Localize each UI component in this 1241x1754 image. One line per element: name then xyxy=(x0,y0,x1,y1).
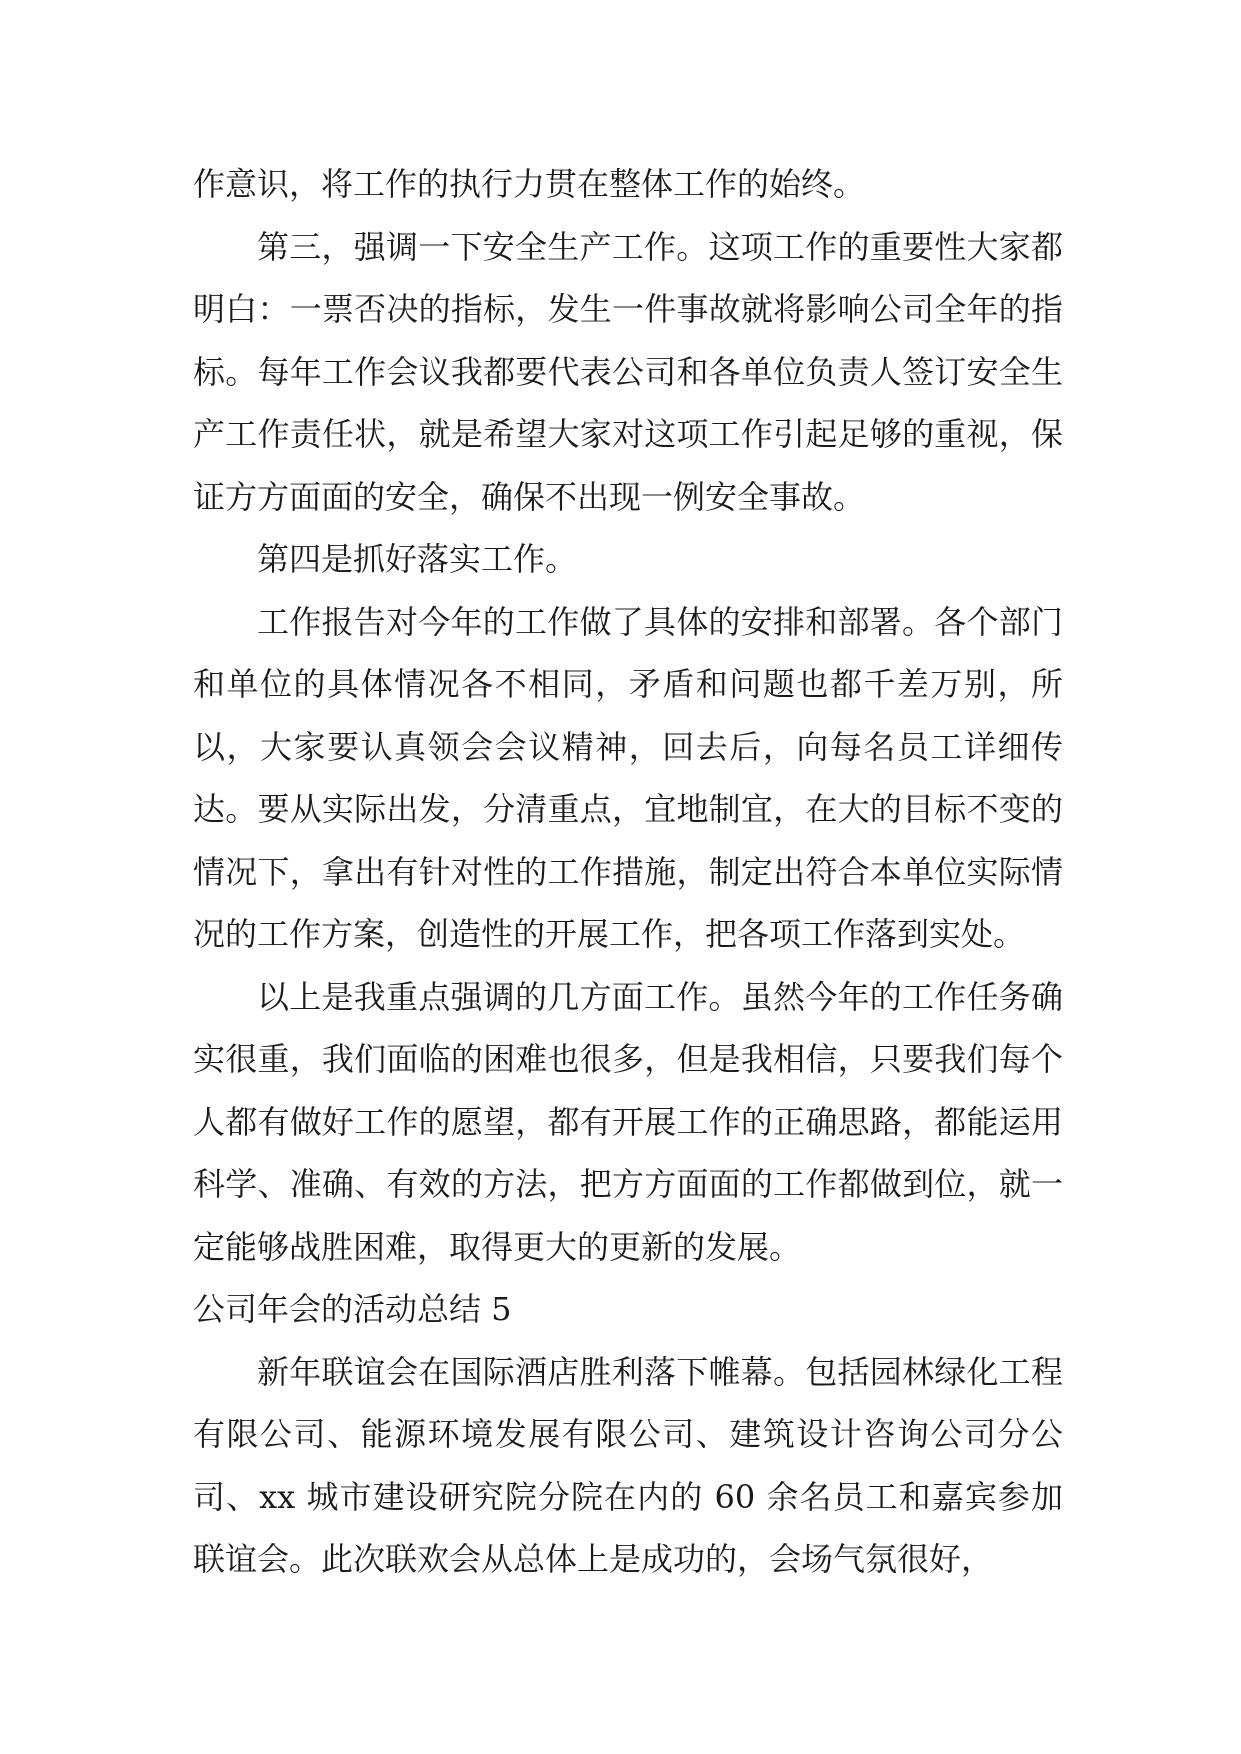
paragraph-conclusion: 以上是我重点强调的几方面工作。虽然今年的工作任务确实很重，我们面临的困难也很多，但是我相信，只要我们每个人都有做好工作的愿望，都有开展工作的正确思路，都能运用科学、准确、有效的方法，把方方面面的工作都做到位，就一定能够战胜困难，取得更大的更新的发展。 xyxy=(193,977,1063,1266)
paragraph-continuation: 作意识，将工作的执行力贯在整体工作的始终。 xyxy=(193,165,866,203)
section-title: 公司年会的活动总结 5 xyxy=(193,1290,512,1328)
paragraph-new-year-party: 新年联谊会在国际酒店胜利落下帷幕。包括园林绿化工程有限公司、能源环境发展有限公司、建筑设计咨询公司分公司、xx 城市建设研究院分院在内的 60 余名员工和嘉宾参加联谊会。此次联欢会从总体上是成功的，会场气氛很好， xyxy=(193,1352,1063,1578)
paragraph-safety-production: 第三，强调一下安全生产工作。这项工作的重要性大家都明白：一票否决的指标，发生一件事故就将影响公司全年的指标。每年工作会议我都要代表公司和各单位负责人签订安全生产工作责任状，就是希望大家对这项工作引起足够的重视，保证方方面面的安全，确保不出现一例安全事故。 xyxy=(193,227,1063,516)
document-body xyxy=(193,153,1063,1591)
paragraph-implementation-heading: 第四是抓好落实工作。 xyxy=(257,540,578,578)
paragraph-work-report: 工作报告对今年的工作做了具体的安排和部署。各个部门和单位的具体情况各不相同，矛盾和问题也都千差万别，所以，大家要认真领会会议精神，回去后，向每名员工详细传达。要从实际出发，分清重点，宜地制宜，在大的目标不变的情况下，拿出有针对性的工作措施，制定出符合本单位实际情况的工作方案，创造性的开展工作，把各项工作落到实处。 xyxy=(193,602,1063,953)
